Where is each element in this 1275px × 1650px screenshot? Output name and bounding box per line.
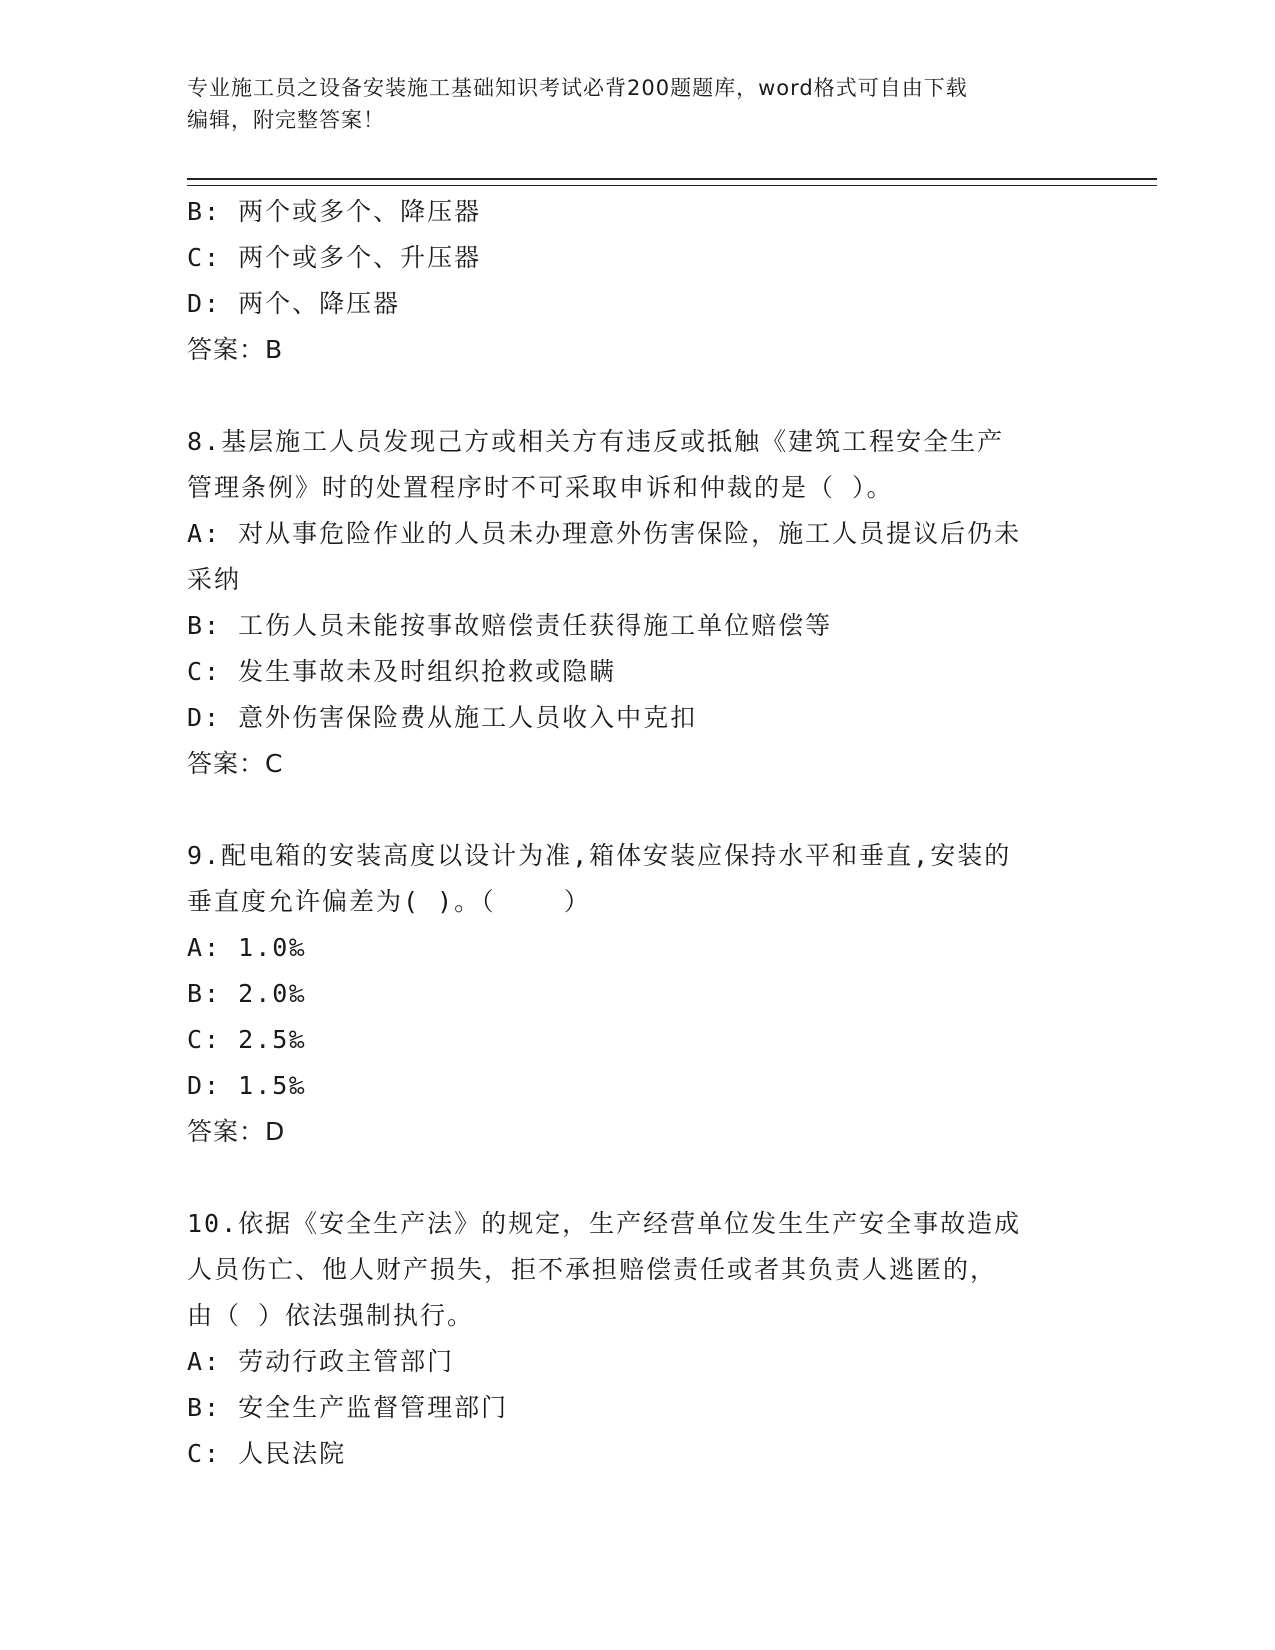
- header-divider: [187, 178, 1157, 186]
- option-a: A: 劳动行政主管部门: [187, 1347, 455, 1376]
- question-7: [187, 189, 1087, 373]
- option-c: C: 两个或多个、升压器: [187, 243, 482, 272]
- option-b: B: 两个或多个、降压器: [187, 197, 482, 226]
- spacer: [187, 1155, 1087, 1201]
- question-9: [187, 833, 1087, 1155]
- option-d: D: 意外伤害保险费从施工人员收入中克扣: [187, 703, 698, 732]
- question-10: [187, 1201, 1087, 1477]
- question-stem-line: 8.基层施工人员发现己方或相关方有违反或抵触《建筑工程安全生产: [187, 427, 1005, 456]
- option-a: A: 对从事危险作业的人员未办理意外伤害保险，施工人员提议后仍未: [187, 519, 1022, 548]
- question-stem-line: 管理条例》时的处置程序时不可采取申诉和仲裁的是（ ）。: [187, 473, 894, 502]
- option-b: B: 2.0‰: [187, 979, 307, 1008]
- question-stem-line: 9.配电箱的安装高度以设计为准,箱体安装应保持水平和垂直,安装的: [187, 841, 1012, 870]
- question-stem-line: 由（ ）依法强制执行。: [187, 1301, 475, 1330]
- option-b: B: 工伤人员未能按事故赔偿责任获得施工单位赔偿等: [187, 611, 833, 640]
- document-header: [187, 72, 1067, 136]
- header-line-1: 专业施工员之设备安装施工基础知识考试必背200题题库，word格式可自由下载: [187, 76, 968, 100]
- option-a: A: 1.0‰: [187, 933, 307, 962]
- option-c: C: 人民法院: [187, 1439, 347, 1468]
- option-b: B: 安全生产监督管理部门: [187, 1393, 509, 1422]
- question-content: [187, 189, 1087, 1477]
- option-c: C: 2.5‰: [187, 1025, 307, 1054]
- option-d: D: 两个、降压器: [187, 289, 401, 318]
- option-a-continued: 采纳: [187, 565, 242, 594]
- answer: 答案：B: [187, 335, 284, 364]
- option-d: D: 1.5‰: [187, 1071, 307, 1100]
- question-stem-line: 10.依据《安全生产法》的规定，生产经营单位发生生产安全事故造成: [187, 1209, 1022, 1238]
- answer: 答案：C: [187, 749, 284, 778]
- header-line-2: 编辑，附完整答案！: [187, 108, 385, 132]
- option-c: C: 发生事故未及时组织抢救或隐瞒: [187, 657, 617, 686]
- question-8: [187, 419, 1087, 787]
- spacer: [187, 373, 1087, 419]
- question-stem-line: 人员伤亡、他人财产损失，拒不承担赔偿责任或者其负责人逃匿的，: [187, 1255, 998, 1284]
- spacer: [187, 787, 1087, 833]
- question-stem-line: 垂直度允许偏差为( )。（ ）: [187, 887, 591, 916]
- answer: 答案：D: [187, 1117, 286, 1146]
